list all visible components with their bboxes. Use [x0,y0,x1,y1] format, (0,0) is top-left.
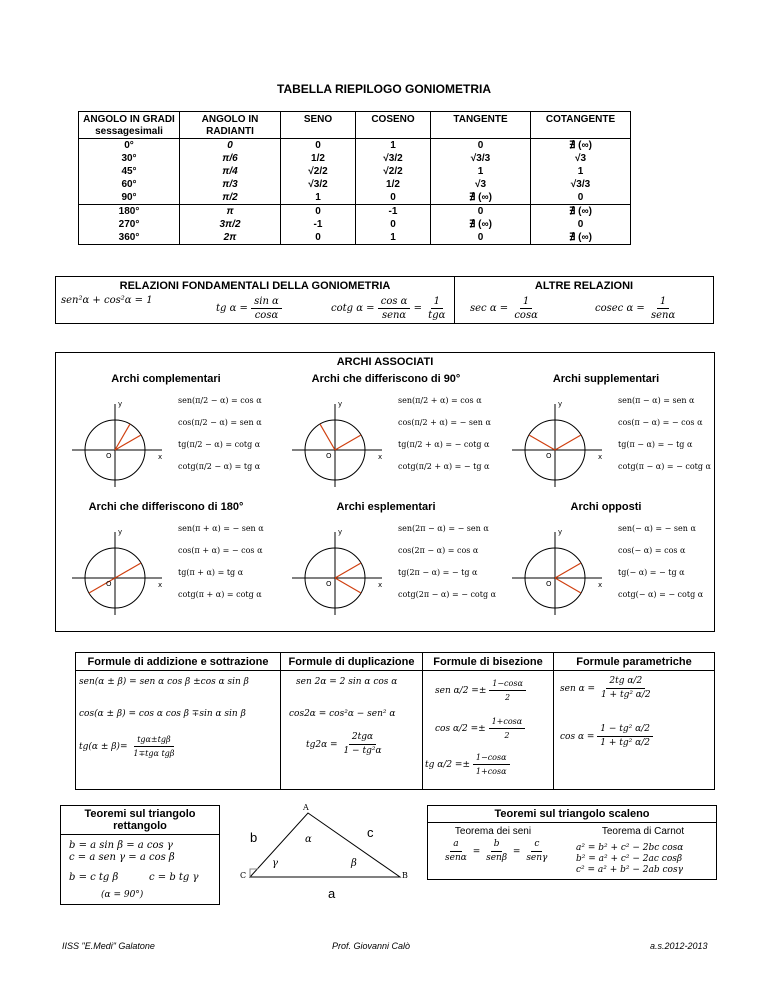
parametriche-title: Formule parametriche [554,656,714,671]
tg-num: sin α [251,295,282,309]
table-cell: ∄ (∞) [531,231,631,245]
page-title: TABELLA RIEPILOGO GONIOMETRIA [277,82,491,96]
sec-den: cosα [514,310,538,321]
svg-text:O: O [326,580,332,588]
bisezione-tg [425,751,510,778]
archi-title: ARCHI ASSOCIATI [336,356,434,368]
svg-text:x: x [158,453,163,461]
svg-text:O: O [106,452,112,460]
side-a: a [328,886,336,901]
table-cell: √2/2 [356,165,431,178]
table-cell: π/4 [180,165,281,178]
add-tg-num: tgα±tgβ [134,733,173,747]
header-tangente: TANGENTE [431,112,531,139]
bis-sen-lhs: sen α/2 =± [435,686,487,696]
formula-diff180: sen(π + α) = − sen α [178,524,264,533]
rettangolo-box [60,805,220,905]
header-gradi: ANGOLO IN GRADI sessagesimali [79,112,180,139]
unit-circle-supplementari [500,392,610,492]
table-row [79,165,631,178]
table-row [79,191,631,205]
formula-supplementari: cos(π − α) = − cos α [618,418,703,427]
seni-db: senβ [486,853,508,863]
svg-text:y: y [558,400,563,408]
altre-box [454,276,714,324]
formula-diff90: cos(π/2 + α) = − sen α [398,418,491,427]
carnot-title: Teorema di Carnot [601,826,685,837]
tg-formula [216,295,282,322]
formula-supplementari: tg(π − α) = − tg α [618,440,693,449]
bis-sen-den: 2 [505,693,511,702]
table-row [79,205,631,219]
table-cell: 0 [356,218,431,231]
formula-esplementari: cotg(2π − α) = − cotg α [398,590,497,599]
table-cell: 270° [79,218,180,231]
unit-circle-diff180 [60,520,170,620]
footer-author: Prof. Giovanni Calò [332,941,411,951]
formula-complementari: sen(π/2 − α) = cos α [178,396,262,405]
formula-complementari: cotg(π/2 − α) = tg α [178,462,261,471]
table-row [79,178,631,191]
cotg-num: cos α [378,295,411,309]
svg-text:x: x [598,453,603,461]
sec-num: 1 [520,295,532,309]
formula-esplementari: tg(2π − α) = − tg α [398,568,478,577]
svg-text:O: O [546,452,552,460]
rettangolo-title: Teoremi sul triangolo rettangolo [61,808,219,835]
sec-lhs: sec α = [470,303,509,314]
bis-cos-lhs: cos α/2 =± [435,724,486,734]
formula-supplementari: sen(π − α) = sen α [618,396,695,405]
angle-gamma: γ [272,858,278,869]
header-coseno: COSENO [356,112,431,139]
dup-tg-lhs: tg2α = [306,740,338,750]
table-cell: 0 [281,231,356,245]
unit-circle-diff90 [280,392,390,492]
formula-esplementari: cos(2π − α) = cos α [398,546,479,555]
table-cell: -1 [356,205,431,219]
table-cell: √3/2 [281,178,356,191]
addizione-sen: sen(α ± β) = sen α cos β ±cos α sin β [79,677,249,687]
header-seno: SENO [281,112,356,139]
scaleno-title: Teoremi sul triangolo scaleno [428,808,716,823]
bis-cos-den: 2 [504,731,510,740]
table-cell: ∄ (∞) [531,205,631,219]
table-cell: 45° [79,165,180,178]
table-cell: 1/2 [356,178,431,191]
addizione-title: Formule di addizione e sottrazione [76,656,280,671]
altre-title: ALTRE RELAZIONI [534,280,634,292]
table-cell: √3/3 [431,152,531,165]
table-cell: π/3 [180,178,281,191]
table-cell: 0 [281,205,356,219]
par-sen-num: 2tg α/2 [606,675,645,689]
footer-school: IISS "E.Medi" Galatone [62,941,155,951]
vertex-C: C [240,871,247,880]
dup-tg-den: 1 − tg²α [343,746,382,756]
formula-diff90: sen(π/2 + α) = cos α [398,396,482,405]
table-cell: ∄ (∞) [431,218,531,231]
cotg-den: senα [381,310,407,321]
table-cell: 0 [531,218,631,231]
seni-b: b [491,838,503,852]
formula-opposti: cos(− α) = cos α [618,546,686,555]
table-header [79,112,631,139]
table-cell: 0 [531,191,631,205]
cotg-num2: 1 [431,295,443,309]
formula-complementari: cos(π/2 − α) = sen α [178,418,262,427]
svg-text:O: O [326,452,332,460]
bisezione-box [422,652,554,790]
formula-complementari: tg(π/2 − α) = cotg α [178,440,261,449]
table-cell: 60° [79,178,180,191]
formula-diff180: tg(π + α) = tg α [178,568,244,577]
cotg-lhs: cotg α = [331,303,375,314]
formula-opposti: cotg(− α) = − cotg α [618,590,704,599]
unit-circle-esplementari [280,520,390,620]
angle-beta: β [351,858,357,869]
addizione-cos: cos(α ± β) = cos α cos β ∓sin α sin β [79,709,246,719]
carnot-c: c² = a² + b² − 2ab cosγ [576,865,683,875]
scaleno-box [427,805,717,880]
tg-lhs: tg α = [216,303,248,314]
table-cell: 0 [431,231,531,245]
formula-esplementari: sen(2π − α) = − sen α [398,524,489,533]
seni-formula: $\frac{a}{\text{senα}}$ = $\frac{b}{\text{senβ}}$ = $\frac{c}{\text{senγ}}$ [442,838,550,865]
bis-cos-num: 1+cosα [489,715,526,729]
formula-opposti: tg(− α) = − tg α [618,568,685,577]
duplicazione-box [280,652,423,790]
supplementari-title: Archi supplementari [552,373,660,385]
side-b: b [250,830,258,845]
table-cell: 0° [79,139,180,153]
parametriche-cos [560,723,653,750]
seni-title: Teorema dei seni [454,826,532,837]
cosec-lhs: cosec α = [595,303,645,314]
header-radianti: ANGOLO IN RADIANTI [180,112,281,139]
formula-diff180: cotg(π + α) = cotg α [178,590,262,599]
formula-opposti: sen(− α) = − sen α [618,524,696,533]
carnot-formulas [576,843,683,876]
seni-da: senα [445,853,467,863]
table-cell: √3 [531,152,631,165]
table-cell: 1 [531,165,631,178]
formula-diff180: cos(π + α) = − cos α [178,546,263,555]
duplicazione-tg [306,731,385,758]
pitagorica: sen²α + cos²α = 1 [61,295,153,306]
table-cell: π/6 [180,152,281,165]
formula-diff90: cotg(π/2 + α) = − tg α [398,462,490,471]
bis-tg-lhs: tg α/2 =± [425,760,471,770]
svg-text:y: y [558,528,563,536]
parametriche-sen [560,675,654,702]
table-cell: √3/2 [356,152,431,165]
table-cell: 0 [281,139,356,153]
cosec-den: senα [650,310,676,321]
rett-f3: b = c tg β [69,872,119,883]
tg-den: cosα [254,310,279,321]
table-cell: 0 [431,139,531,153]
cosec-formula [595,295,678,322]
par-cos-den: 1 + tg² α/2 [600,738,650,748]
parametriche-box [553,652,715,790]
table-cell: 1 [356,139,431,153]
svg-text:x: x [598,581,603,589]
vertex-B: B [402,871,408,880]
svg-text:O: O [546,580,552,588]
dup-tg-num: 2tgα [349,731,376,745]
seni-dc: senγ [526,853,548,863]
bisezione-title: Formule di bisezione [423,656,553,671]
seni-c: c [531,838,542,852]
table-cell: 1 [356,231,431,245]
rett-note: (α = 90°) [101,890,144,900]
rett-f2: c = a sen γ = a cos β [69,852,175,863]
table-cell: 2π [180,231,281,245]
svg-text:y: y [118,400,123,408]
diff180-title: Archi che differiscono di 180° [88,501,244,513]
table-row [79,152,631,165]
table-cell: ∄ (∞) [531,139,631,153]
unit-circle-complementari [60,392,170,492]
svg-text:x: x [378,581,383,589]
table-cell: √2/2 [281,165,356,178]
par-sen-lhs: sen α = [560,684,596,694]
angle-alpha: α [305,834,312,845]
svg-text:x: x [158,581,163,589]
rett-f4: c = b tg γ [149,872,199,883]
cotg-eq: = [413,303,422,314]
rett-f1: b = a sin β = a cos γ [69,840,173,851]
addizione-tg [79,733,177,760]
addizione-box [75,652,281,790]
bisezione-cos [435,715,525,742]
duplicazione-sen: sen 2α = 2 sin α cos α [296,677,398,687]
table-cell: π [180,205,281,219]
table-cell: √3/3 [531,178,631,191]
table-cell: 1/2 [281,152,356,165]
duplicazione-cos: cos2α = cos²α − sen² α [289,709,396,719]
seni-a: a [450,838,461,852]
table-cell: 3π/2 [180,218,281,231]
cotg-den2: tgα [428,310,446,321]
relazioni-box [55,276,455,324]
table-cell: ∄ (∞) [431,191,531,205]
svg-text:x: x [378,453,383,461]
table-cell: √3 [431,178,531,191]
svg-text:O: O [106,580,112,588]
bis-tg-num: 1−cosα [473,751,510,765]
side-c: c [367,825,374,840]
carnot-a: a² = b² + c² − 2bc cosα [576,843,684,853]
table-row [79,139,631,153]
table-cell: 180° [79,205,180,219]
bisezione-sen [435,677,526,704]
vertex-A: A [303,803,309,812]
par-cos-num: 1 − tg² α/2 [597,723,653,737]
table-cell: 360° [79,231,180,245]
sec-formula [470,295,541,322]
bis-sen-num: 1−cosα [489,677,526,691]
complementari-title: Archi complementari [111,373,221,385]
header-cotangente: COTANGENTE [531,112,631,139]
svg-text:y: y [118,528,123,536]
table-row [79,218,631,231]
table-row [79,231,631,245]
table-cell: 0 [431,205,531,219]
cosec-num: 1 [657,295,669,309]
diff90-title: Archi che differiscono di 90° [311,373,461,385]
formula-diff90: tg(π/2 + α) = − cotg α [398,440,490,449]
table-cell: 0 [180,139,281,153]
formula-supplementari: cotg(π − α) = − cotg α [618,462,711,471]
svg-text:y: y [338,400,343,408]
table-cell: 1 [431,165,531,178]
right-triangle-diagram [230,805,420,910]
add-tg-den: 1∓tgα tgβ [133,749,175,758]
footer-year: a.s.2012-2013 [650,941,708,951]
duplicazione-title: Formule di duplicazione [281,656,422,671]
table-cell: 0 [356,191,431,205]
esplementari-title: Archi esplementari [336,501,436,513]
table-cell: π/2 [180,191,281,205]
svg-text:y: y [338,528,343,536]
carnot-b: b² = a² + c² − 2ac cosβ [576,854,683,864]
table-cell: -1 [281,218,356,231]
par-sen-den: 1 + tg² α/2 [600,690,651,700]
par-cos-lhs: cos α = [560,732,595,742]
add-tg-lhs: tg(α ± β)= [79,742,128,752]
relazioni-title: RELAZIONI FONDAMENTALI DELLA GONIOMETRIA [119,280,391,292]
table-cell: 90° [79,191,180,205]
table-cell: 30° [79,152,180,165]
opposti-title: Archi opposti [570,501,642,513]
cotg-formula [331,295,448,322]
values-table [78,111,631,245]
unit-circle-opposti [500,520,610,620]
table-cell: 1 [281,191,356,205]
bis-tg-den: 1+cosα [475,767,507,776]
